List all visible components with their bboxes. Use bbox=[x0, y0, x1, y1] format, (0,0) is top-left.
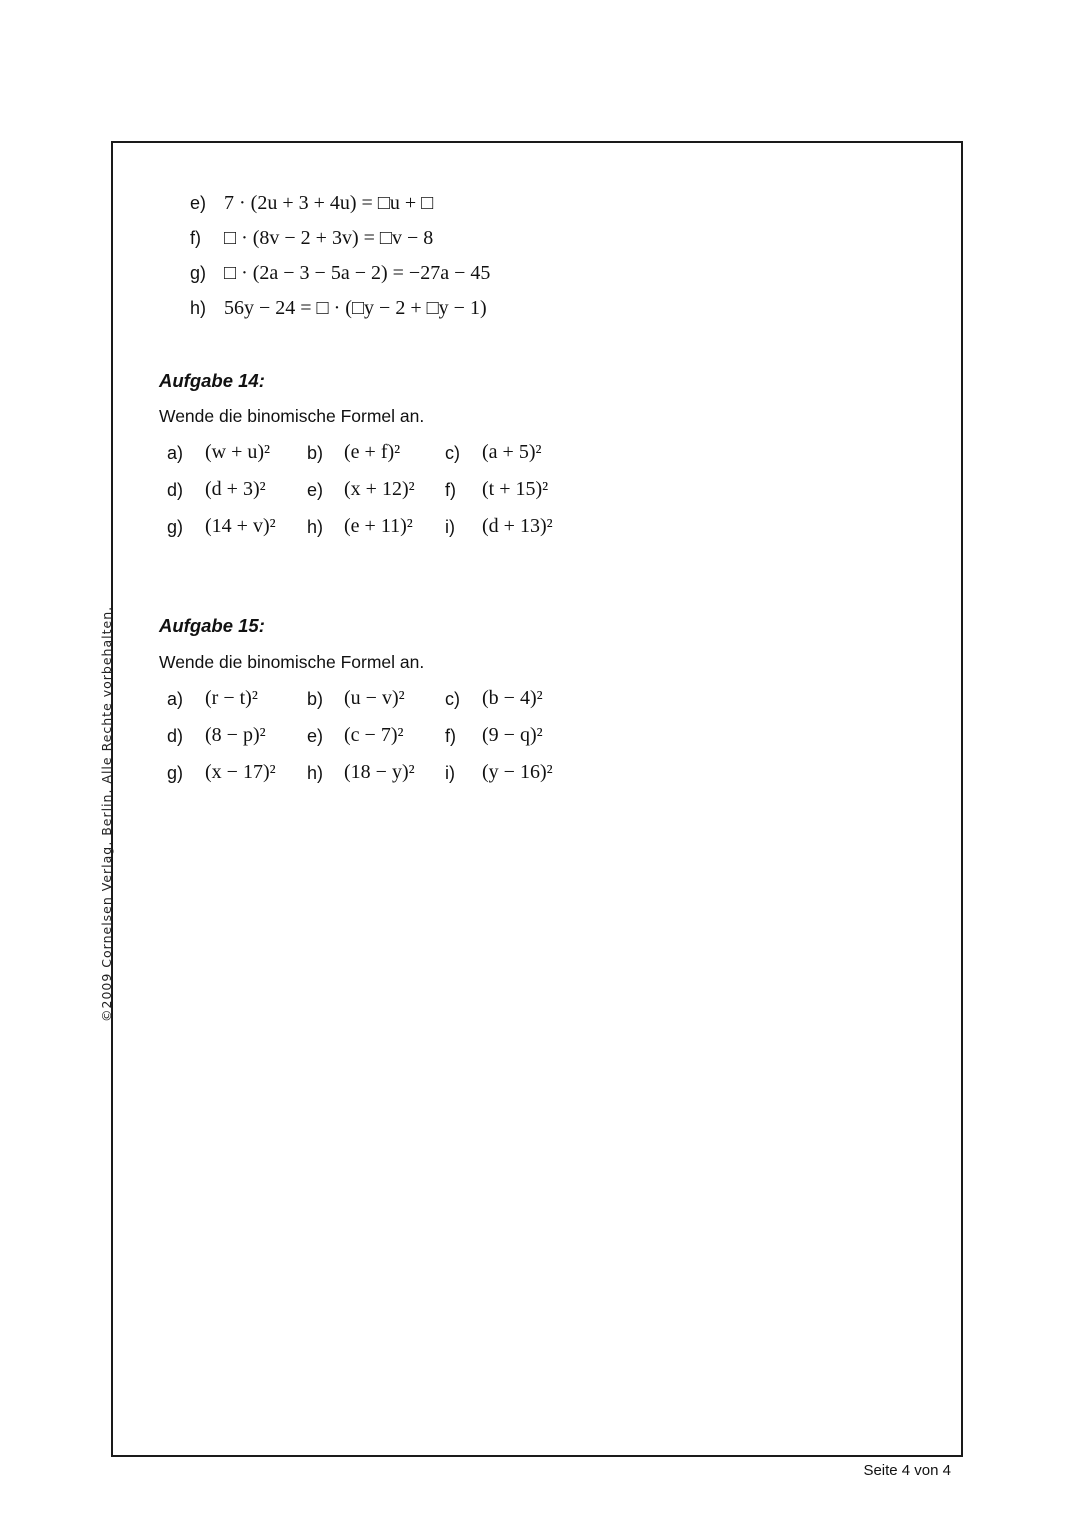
item-expression: (r − t)² bbox=[205, 687, 258, 709]
task14-item-h bbox=[307, 515, 413, 538]
task15-item-h bbox=[307, 761, 415, 784]
equation-f bbox=[190, 227, 433, 251]
task15-item-f bbox=[445, 724, 543, 747]
item-expression: (9 − q)² bbox=[482, 724, 543, 746]
item-label: f) bbox=[445, 480, 456, 500]
task15-item-e bbox=[307, 724, 404, 747]
item-label: d) bbox=[167, 726, 184, 746]
item-expression: (14 + v)² bbox=[205, 515, 276, 537]
task14-item-f bbox=[445, 478, 549, 501]
equation-g bbox=[190, 262, 490, 286]
item-expression: (d + 3)² bbox=[205, 478, 266, 500]
item-expression: (x + 12)² bbox=[344, 478, 415, 500]
item-label: e) bbox=[307, 480, 324, 500]
task14-item-e bbox=[307, 478, 415, 501]
item-expression: (e + f)² bbox=[344, 441, 401, 463]
item-expression: (y − 16)² bbox=[482, 761, 553, 783]
item-label: a) bbox=[167, 689, 184, 709]
task15-heading: Aufgabe 15: bbox=[159, 615, 265, 636]
task15-item-a bbox=[167, 687, 258, 710]
task15-item-b bbox=[307, 687, 405, 710]
task15-item-g bbox=[167, 761, 276, 784]
task14-item-c bbox=[445, 441, 542, 464]
item-label: c) bbox=[445, 689, 460, 709]
task15-item-d bbox=[167, 724, 266, 747]
item-expression: (w + u)² bbox=[205, 441, 271, 463]
task15-item-i bbox=[445, 761, 553, 784]
item-label: e) bbox=[307, 726, 324, 746]
item-expression: (x − 17)² bbox=[205, 761, 276, 783]
equation-expression: □ · (8v − 2 + 3v) = □v − 8 bbox=[224, 227, 434, 249]
equation-label: g) bbox=[190, 263, 207, 283]
item-label: h) bbox=[307, 763, 324, 783]
item-label: b) bbox=[307, 689, 324, 709]
item-expression: (18 − y)² bbox=[344, 761, 415, 783]
task14-item-a bbox=[167, 441, 271, 464]
item-label: c) bbox=[445, 443, 460, 463]
equation-label: e) bbox=[190, 193, 207, 213]
equation-e bbox=[190, 192, 433, 216]
item-expression: (t + 15)² bbox=[482, 478, 549, 500]
item-label: b) bbox=[307, 443, 324, 463]
task14-item-d bbox=[167, 478, 266, 501]
item-label: g) bbox=[167, 517, 184, 537]
equation-label: f) bbox=[190, 228, 201, 248]
item-expression: (c − 7)² bbox=[344, 724, 404, 746]
item-expression: (8 − p)² bbox=[205, 724, 266, 746]
item-label: h) bbox=[307, 517, 324, 537]
equation-expression: 7 · (2u + 3 + 4u) = □u + □ bbox=[224, 192, 434, 214]
item-label: a) bbox=[167, 443, 184, 463]
equation-expression: 56y − 24 = □ · (□y − 2 + □y − 1) bbox=[224, 297, 487, 319]
task15-item-c bbox=[445, 687, 543, 710]
equation-label: h) bbox=[190, 298, 207, 318]
task15-instruction: Wende die binomische Formel an. bbox=[159, 652, 425, 672]
item-expression: (d + 13)² bbox=[482, 515, 553, 537]
task14-item-g bbox=[167, 515, 276, 538]
content-frame bbox=[111, 141, 963, 1457]
item-expression: (b − 4)² bbox=[482, 687, 543, 709]
item-label: d) bbox=[167, 480, 184, 500]
page-number: Seite 4 von 4 bbox=[863, 1462, 951, 1479]
task14-heading: Aufgabe 14: bbox=[159, 370, 265, 391]
item-expression: (a + 5)² bbox=[482, 441, 542, 463]
task14-instruction: Wende die binomische Formel an. bbox=[159, 406, 425, 426]
task14-item-i bbox=[445, 515, 553, 538]
copyright-notice: ©2009 Cornelsen Verlag, Berlin. Alle Rechte vorbehalten. bbox=[99, 605, 114, 1022]
equation-expression: □ · (2a − 3 − 5a − 2) = −27a − 45 bbox=[224, 262, 491, 284]
item-label: i) bbox=[445, 517, 455, 537]
item-label: f) bbox=[445, 726, 456, 746]
task14-item-b bbox=[307, 441, 401, 464]
item-expression: (e + 11)² bbox=[344, 515, 413, 537]
item-label: g) bbox=[167, 763, 184, 783]
equation-h bbox=[190, 297, 487, 321]
item-label: i) bbox=[445, 763, 455, 783]
item-expression: (u − v)² bbox=[344, 687, 405, 709]
